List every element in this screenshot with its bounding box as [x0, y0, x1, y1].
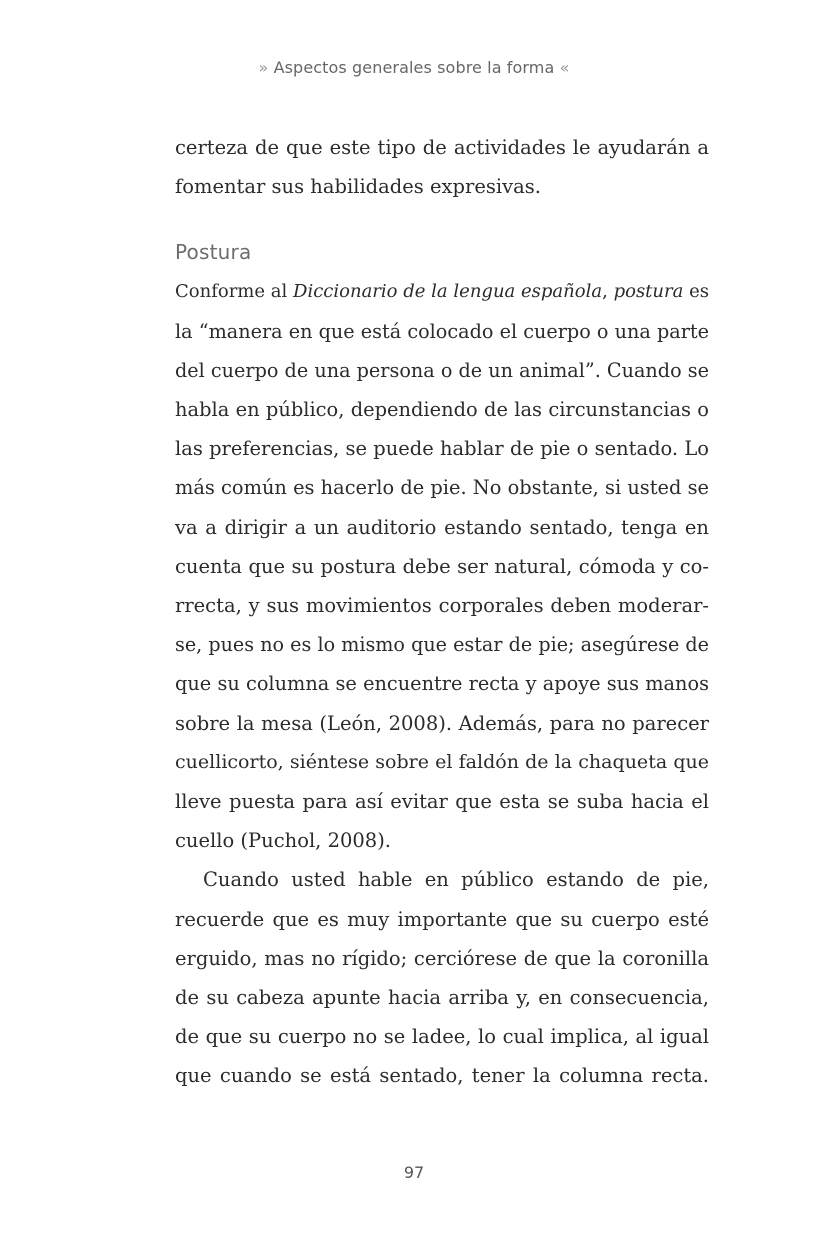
defined-term: postura: [613, 281, 684, 303]
header-right-mark: «: [559, 58, 570, 77]
paragraph-postura-definition: [175, 272, 709, 860]
text-line: más común es hacerlo de pie. No obstante, si usted se: [175, 476, 709, 500]
text-line: del cuerpo de una persona o de un animal”. Cuando se: [175, 358, 709, 382]
dictionary-title: Diccionario de la lengua española: [293, 281, 603, 303]
text-line: Cuando usted hable en público estando de pie,: [203, 868, 709, 892]
body-text: [175, 128, 709, 1096]
text-line: erguido, mas no rígido; cerciórese de que la coronilla: [175, 946, 709, 970]
text-segment: Conforme al: [175, 281, 294, 303]
text-segment: es: [683, 281, 709, 303]
text-line: se, pues no es lo mismo que estar de pie; asegúrese de: [175, 633, 709, 657]
text-line: fomentar sus habilidades expresivas.: [175, 175, 541, 199]
text-line: cuello (Puchol, 2008).: [175, 829, 392, 853]
text-line: que su columna se encuentre recta y apoye sus manos: [175, 672, 709, 696]
text-line: la “manera en que está colocado el cuerpo o una parte: [175, 319, 709, 343]
text-line: [175, 272, 709, 311]
text-line: certeza de que este tipo de actividades le ayudarán a: [175, 136, 709, 159]
header-left-mark: »: [258, 58, 269, 77]
text-line: recuerde que es muy importante que su cuerpo esté: [175, 907, 709, 931]
text-line: de su cabeza apunte hacia arriba y, en consecuencia,: [175, 986, 709, 1010]
text-line: rrecta, y sus movimientos corporales deben moderar-: [175, 594, 709, 618]
paragraph-continuation: [175, 128, 709, 206]
page-number: 97: [403, 1163, 425, 1182]
text-line: habla en público, dependiendo de las circunstancias o: [175, 398, 709, 422]
section-heading: Postura: [175, 240, 252, 265]
text-line: lleve puesta para así evitar que esta se suba hacia el: [175, 790, 709, 814]
text-line: cuellicorto, siéntese sobre el faldón de la chaqueta que: [175, 750, 709, 773]
text-line: las preferencias, se puede hablar de pie o sentado. Lo: [175, 437, 709, 461]
text-line: va a dirigir a un auditorio estando sentado, tenga en: [175, 515, 709, 539]
header-title: Aspectos generales sobre la forma: [273, 58, 555, 77]
running-header: [0, 58, 828, 77]
text-segment: ,: [602, 281, 614, 303]
text-line: que cuando se está sentado, tener la columna recta.: [175, 1064, 709, 1088]
paragraph-standing-posture: [175, 860, 709, 1095]
text-line: sobre la mesa (León, 2008). Además, para no parecer: [175, 711, 709, 735]
text-line: de que su cuerpo no se ladee, lo cual implica, al igual: [175, 1025, 709, 1049]
text-line: cuenta que su postura debe ser natural, cómoda y co-: [175, 554, 709, 578]
